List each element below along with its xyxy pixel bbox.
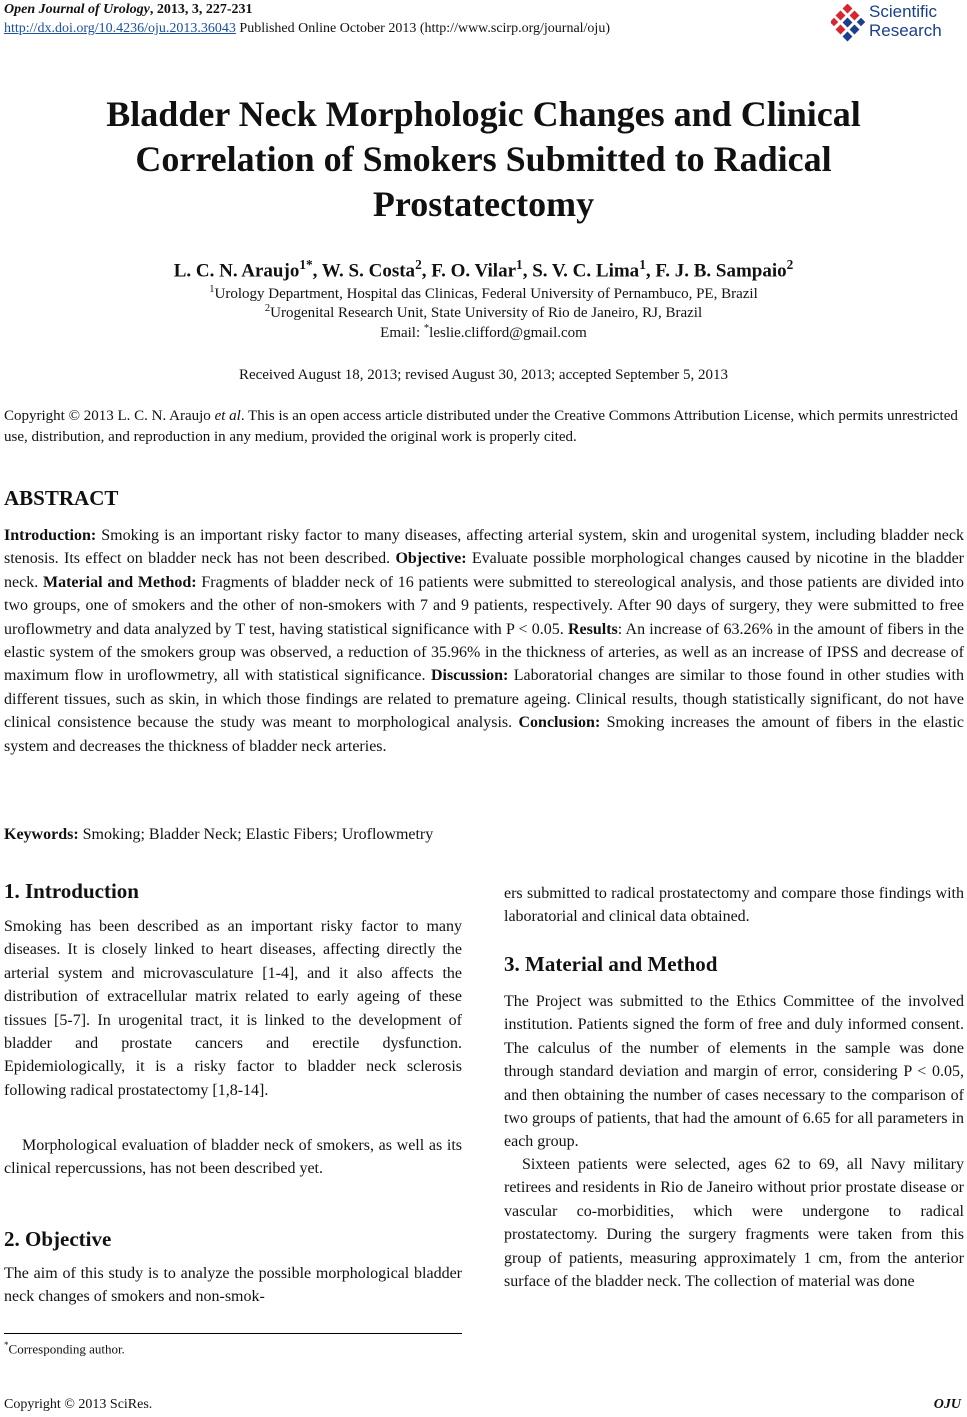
abstract-text: Fragments of bladder neck of 16 patients were submitted to stereological analysis, and those patients are divided into two groups, one of smokers and the other of non-smokers with 7 and 9 patients, respectively. After 90 days of surgery, they were submitted to free uroflowmetry and data analyzed by T test, having statistical significance with P < 0.05.: [4, 573, 965, 638]
abstract-label: Results: [567, 620, 618, 638]
affiliation-sup: 1: [209, 284, 215, 295]
title-line-2: Correlation of Smokers Submitted to Radical: [135, 139, 832, 179]
abstract-text: Laboratorial changes are similar to those found in other studies with different tissues, such as skin, in which those findings are related to premature ageing. Clinical results, though statistically significant, do not have clinical consistence because the study was meant to morphological analysis.: [4, 667, 964, 732]
title-line-1: Bladder Neck Morphologic Changes and Clinical: [106, 94, 861, 134]
doi-line: [4, 21, 610, 37]
footer-copyright: Copyright © 2013 SciRes.: [4, 1397, 153, 1412]
author-name: F. O. Vilar: [431, 260, 517, 282]
abstract-heading: ABSTRACT: [4, 486, 119, 510]
logo-text-line2: Research: [869, 21, 942, 40]
abstract-text: Smoking increases the amount of fibers in the elastic system and decreases the thickness of bladder neck arteries.: [4, 714, 965, 755]
copyright-after: . This is an open access article distributed under the Creative Commons Attribution License, which permits unrestricted use, distribution, and reproduction in any medium, provided the original work is properly cited.: [4, 408, 958, 445]
author-sep: ,: [522, 260, 533, 282]
section-heading-introduction: 1. Introduction: [4, 879, 139, 903]
copyright-notice: [4, 406, 964, 448]
footnote-sup: *: [4, 1340, 9, 1350]
copyright-before: Copyright © 2013 L. C. N. Araujo: [4, 408, 215, 424]
footnote: [4, 1340, 125, 1357]
affiliation-text: Urology Department, Hospital das Clinicas, Federal University of Pernambuco, PE, Brazil: [214, 286, 758, 302]
footnote-divider: [4, 1333, 462, 1334]
author-name: L. C. N. Araujo: [173, 260, 300, 282]
abstract-text: : An increase of 63.26% in the amount of fibers in the elastic system of the smokers group was observed, a reduction of 35.96% in the thickness of arteries, as well as an increase of IPSS and decrease of maximum flow in uroflowmetry, all with statistical significance.: [4, 620, 964, 685]
affiliation-2: [20, 303, 947, 322]
abstract-text: Evaluate possible morphological changes caused by nicotine in the bladder neck.: [4, 550, 965, 591]
logo-text: [869, 2, 942, 40]
author-sup: 1: [639, 257, 646, 272]
objective-paragraph-continued: ers submitted to radical prostatectomy and compare those findings with laboratorial and clinical data obtained.: [504, 885, 964, 926]
affiliation-text: Urogenital Research Unit, State University of Rio de Janeiro, RJ, Brazil: [270, 305, 703, 321]
logo-text-line1: Scientific: [869, 2, 938, 21]
keywords-line: [4, 826, 433, 844]
abstract-text: Smoking is an important risky factor to many diseases, affecting arterial system, skin and urogenital system, including bladder neck stenosis. Its effect on bladder neck has not been described.: [4, 527, 964, 568]
introduction-paragraph-1: Smoking has been described as an important risky factor to many diseases. It is closely linked to heart diseases, affecting directly the arterial system and microvasculature [1-4], and it also affects the distribution of extracellular matrix related to early ageing of these tissues [5-7]. In urogenital tract, it is linked to the development of bladder and prostate cancers and erectile dysfunction. Epidemiologically, it is a risky factor to bladder neck sclerosis following radical prostatectomy [1,8-14].: [4, 918, 462, 1099]
copyright-et-al: et al: [214, 408, 241, 424]
dates-line: Received August 18, 2013; revised August 30, 2013; accepted September 5, 2013: [238, 367, 729, 383]
author-sup: 1: [516, 257, 523, 272]
email-address[interactable]: leslie.clifford@gmail.com: [429, 325, 587, 341]
author-name: S. V. C. Lima: [532, 260, 640, 282]
paper-title: [40, 92, 927, 227]
abstract-label: Introduction:: [4, 527, 97, 544]
author-sup: 2: [415, 257, 422, 272]
author-list: [20, 257, 947, 282]
method-paragraph-1: The Project was submitted to the Ethics Committee of the involved institution. Patients signed the form of free and duly informed consent. The calculus of the number of elements in the sample was done through standard deviation and margin of error, considering P < 0.05, and then obtaining the number of cases necessary to the comparison of two groups of patients, that had the amount of 6.65 for all parameters in each group.: [504, 993, 964, 1151]
logo-diamond-icon: [831, 4, 865, 42]
section-heading-objective: 2. Objective: [4, 1227, 112, 1251]
section-heading-material-method: 3. Material and Method: [504, 952, 718, 976]
method-paragraph-2: Sixteen patients were selected, ages 62 to 69, all Navy military retirees and residents in Rio de Janeiro without prior prostate disease or vascular co-morbidities, which were undergone to radical prostatectomy. During the surgery fragments were taken from this group of patients, measuring approximately 1 cm, from the anterior surface of the bladder neck. The collection of material was done: [504, 1156, 964, 1291]
abstract-label: Discussion:: [430, 667, 509, 685]
doi-link[interactable]: http://dx.doi.org/10.4236/oju.2013.36043: [4, 21, 236, 36]
keywords-label: Keywords:: [4, 826, 79, 843]
author-sep: ,: [645, 260, 656, 282]
author-name: W. S. Costa: [321, 260, 416, 282]
email-line: [20, 323, 947, 342]
publisher-logo: [831, 2, 961, 46]
objective-paragraph: The aim of this study is to analyze the possible morphological bladder neck changes of smokers and non-smok-: [4, 1265, 462, 1306]
author-sep: ,: [312, 260, 322, 282]
journal-name: Open Journal of Urology: [4, 2, 150, 17]
footnote-text: Corresponding author.: [8, 1341, 125, 1357]
abstract-label: Material and Method:: [43, 573, 197, 591]
email-label: Email:: [380, 325, 424, 341]
author-sup: 2: [786, 257, 794, 272]
journal-citation: [4, 2, 253, 18]
affiliation-sup: 2: [264, 303, 271, 314]
author-name: F. J. B. Sampaio: [655, 260, 787, 282]
author-sep: ,: [421, 260, 432, 282]
published-text: Published Online October 2013 (http://www.scirp.org/journal/oju): [235, 21, 610, 36]
email-sup: *: [423, 323, 430, 334]
introduction-paragraph-2: Morphological evaluation of bladder neck of smokers, as well as its clinical repercussions, has not been described yet.: [4, 1137, 462, 1178]
keywords-text: Smoking; Bladder Neck; Elastic Fibers; Uroflowmetry: [78, 826, 434, 843]
abstract-label: Objective:: [395, 550, 467, 568]
footer-journal-abbrev: OJU: [933, 1397, 961, 1412]
affiliation-1: [20, 284, 947, 303]
title-line-3: Prostatectomy: [372, 184, 595, 224]
author-sup: 1*: [299, 257, 313, 272]
abstract-body: [4, 524, 964, 758]
abstract-label: Conclusion:: [518, 714, 601, 732]
journal-volume: , 2013, 3, 227-231: [149, 2, 253, 17]
